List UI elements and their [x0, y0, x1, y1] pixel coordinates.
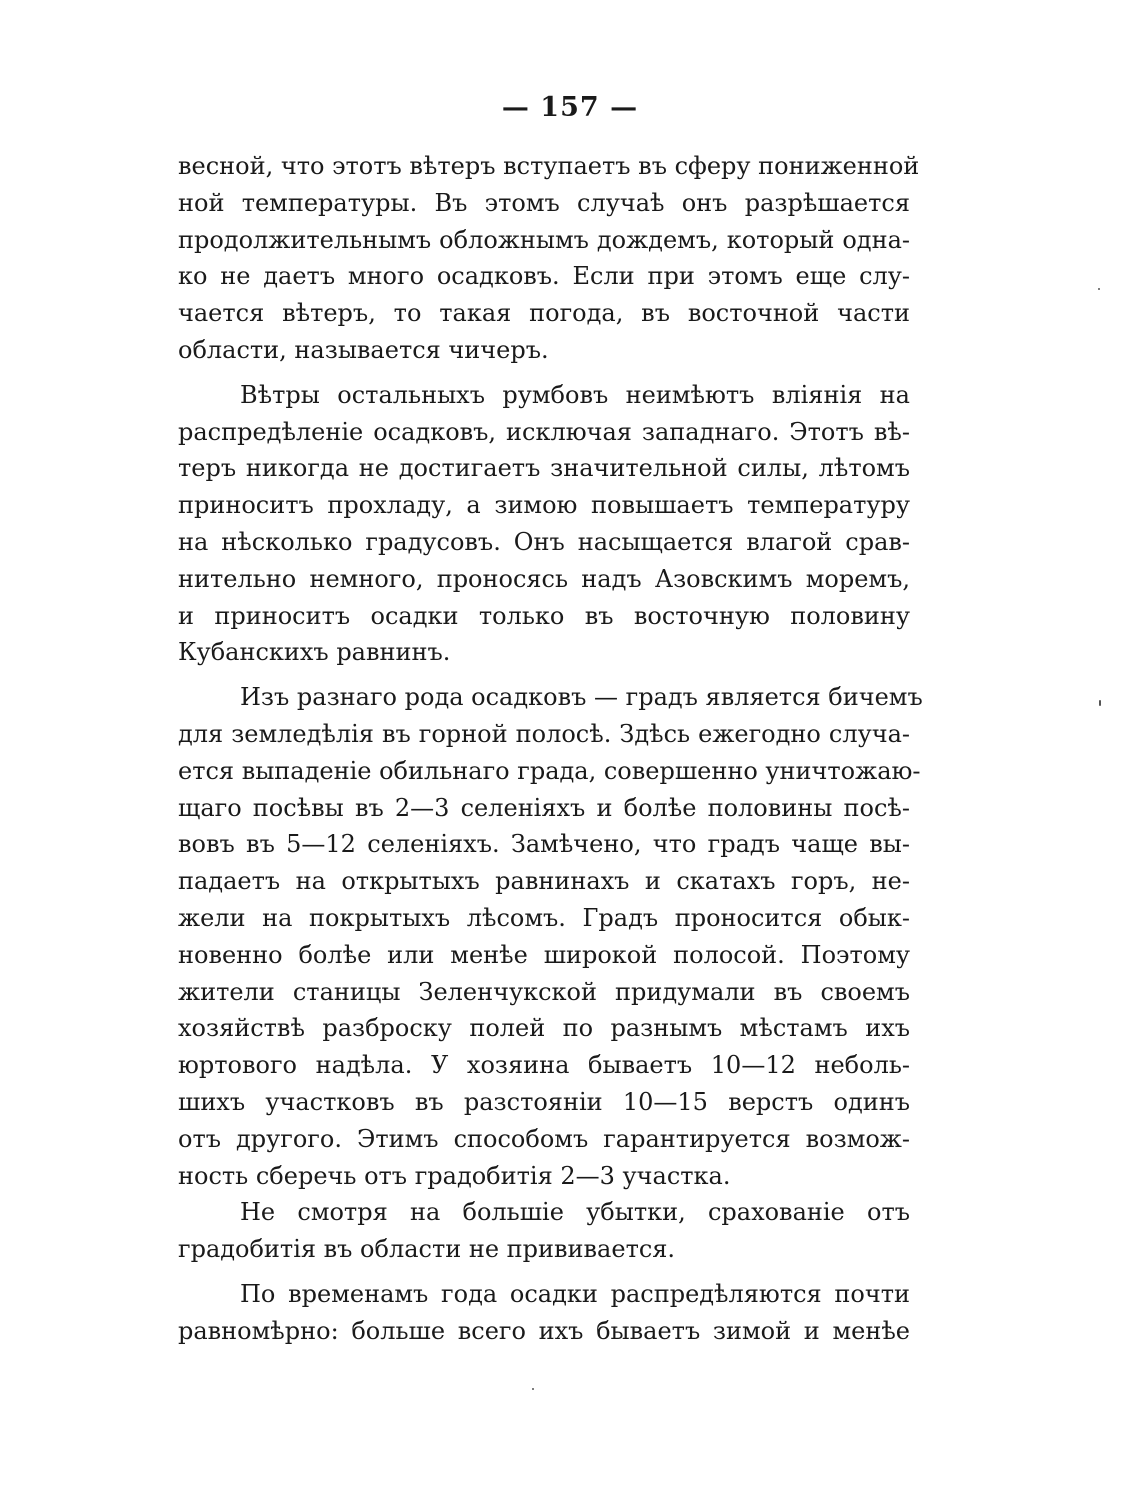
- text-line: щаго посѣвы въ 2—3 селеніяхъ и болѣе половины посѣ-: [178, 793, 910, 822]
- scan-speck: [1098, 288, 1100, 290]
- text-line: нительно немного, проносясь надъ Азовскимъ моремъ,: [178, 564, 910, 593]
- text-line: распредѣленіе осадковъ, исключая западнаго. Этотъ вѣ-: [178, 417, 910, 446]
- text-line: ется выпаденіе обильнаго града, совершенно уничтожаю-: [178, 756, 921, 785]
- paragraph-2: [178, 377, 910, 671]
- text-line: По временамъ года осадки распредѣляются почти: [240, 1279, 910, 1308]
- text-line: новенно болѣе или менѣе широкой полосой. Поэтому: [178, 940, 910, 969]
- text-line: для земледѣлія въ горной полосѣ. Здѣсь ежегодно случа-: [178, 719, 910, 748]
- text-line: Изъ разнаго рода осадковъ — градъ является бичемъ: [240, 683, 923, 712]
- text-line: Кубанскихъ равнинъ.: [178, 638, 451, 667]
- text-line: области, называется чичеръ.: [178, 335, 549, 364]
- text-line: приноситъ прохладу, а зимою повышаетъ температуру: [178, 491, 910, 520]
- text-line: теръ никогда не достигаетъ значительной силы, лѣтомъ: [178, 454, 910, 483]
- text-line: и приноситъ осадки только въ восточную половину: [178, 601, 910, 630]
- text-line: ность сберечь отъ градобитія 2—3 участка.: [178, 1161, 731, 1190]
- text-line: равномѣрно: больше всего ихъ бываетъ зимой и менѣе: [178, 1316, 910, 1345]
- scan-speck: [1099, 700, 1101, 706]
- text-line: вовъ въ 5—12 селеніяхъ. Замѣчено, что градъ чаще вы-: [178, 830, 910, 859]
- paragraph-4: [178, 1194, 910, 1268]
- text-line: шихъ участковъ въ разстояніи 10—15 верстъ одинъ: [178, 1087, 910, 1116]
- text-line: падаетъ на открытыхъ равнинахъ и скатахъ горъ, не-: [178, 867, 910, 896]
- text-line: ко не даетъ много осадковъ. Если при этомъ еще слу-: [178, 262, 910, 291]
- text-line: хозяйствѣ разброску полей по разнымъ мѣстамъ ихъ: [178, 1014, 910, 1043]
- page-number: — 157 —: [501, 92, 639, 123]
- body-text: [178, 148, 923, 1350]
- text-line: градобитія въ области не прививается.: [178, 1235, 676, 1264]
- paragraph-5: [178, 1276, 910, 1350]
- text-line: продолжительнымъ обложнымъ дождемъ, который одна-: [178, 225, 910, 254]
- text-line: на нѣсколько градусовъ. Онъ насыщается влагой срав-: [178, 527, 910, 556]
- text-line: юртового надѣла. У хозяина бываетъ 10—12 неболь-: [178, 1051, 910, 1080]
- text-line: Не смотря на большіе убытки, срахованіе отъ: [240, 1198, 910, 1227]
- text-line: жители станицы Зеленчукской придумали въ своемъ: [178, 977, 910, 1006]
- text-line: чается вѣтеръ, то такая погода, въ восточной части: [178, 299, 910, 328]
- text-line: ной температуры. Въ этомъ случаѣ онъ разрѣшается: [178, 188, 910, 217]
- paragraph-1: [178, 148, 920, 369]
- paragraph-3: [178, 679, 923, 1194]
- scan-speck: [532, 1388, 534, 1390]
- text-line: отъ другого. Этимъ способомъ гарантируется возмож-: [178, 1124, 910, 1153]
- text-line: весной, что этотъ вѣтеръ вступаетъ въ сферу пониженной: [178, 152, 920, 180]
- text-line: жели на покрытыхъ лѣсомъ. Градъ проносится обык-: [178, 903, 910, 932]
- text-line: Вѣтры остальныхъ румбовъ неимѣютъ вліянія на: [240, 380, 910, 409]
